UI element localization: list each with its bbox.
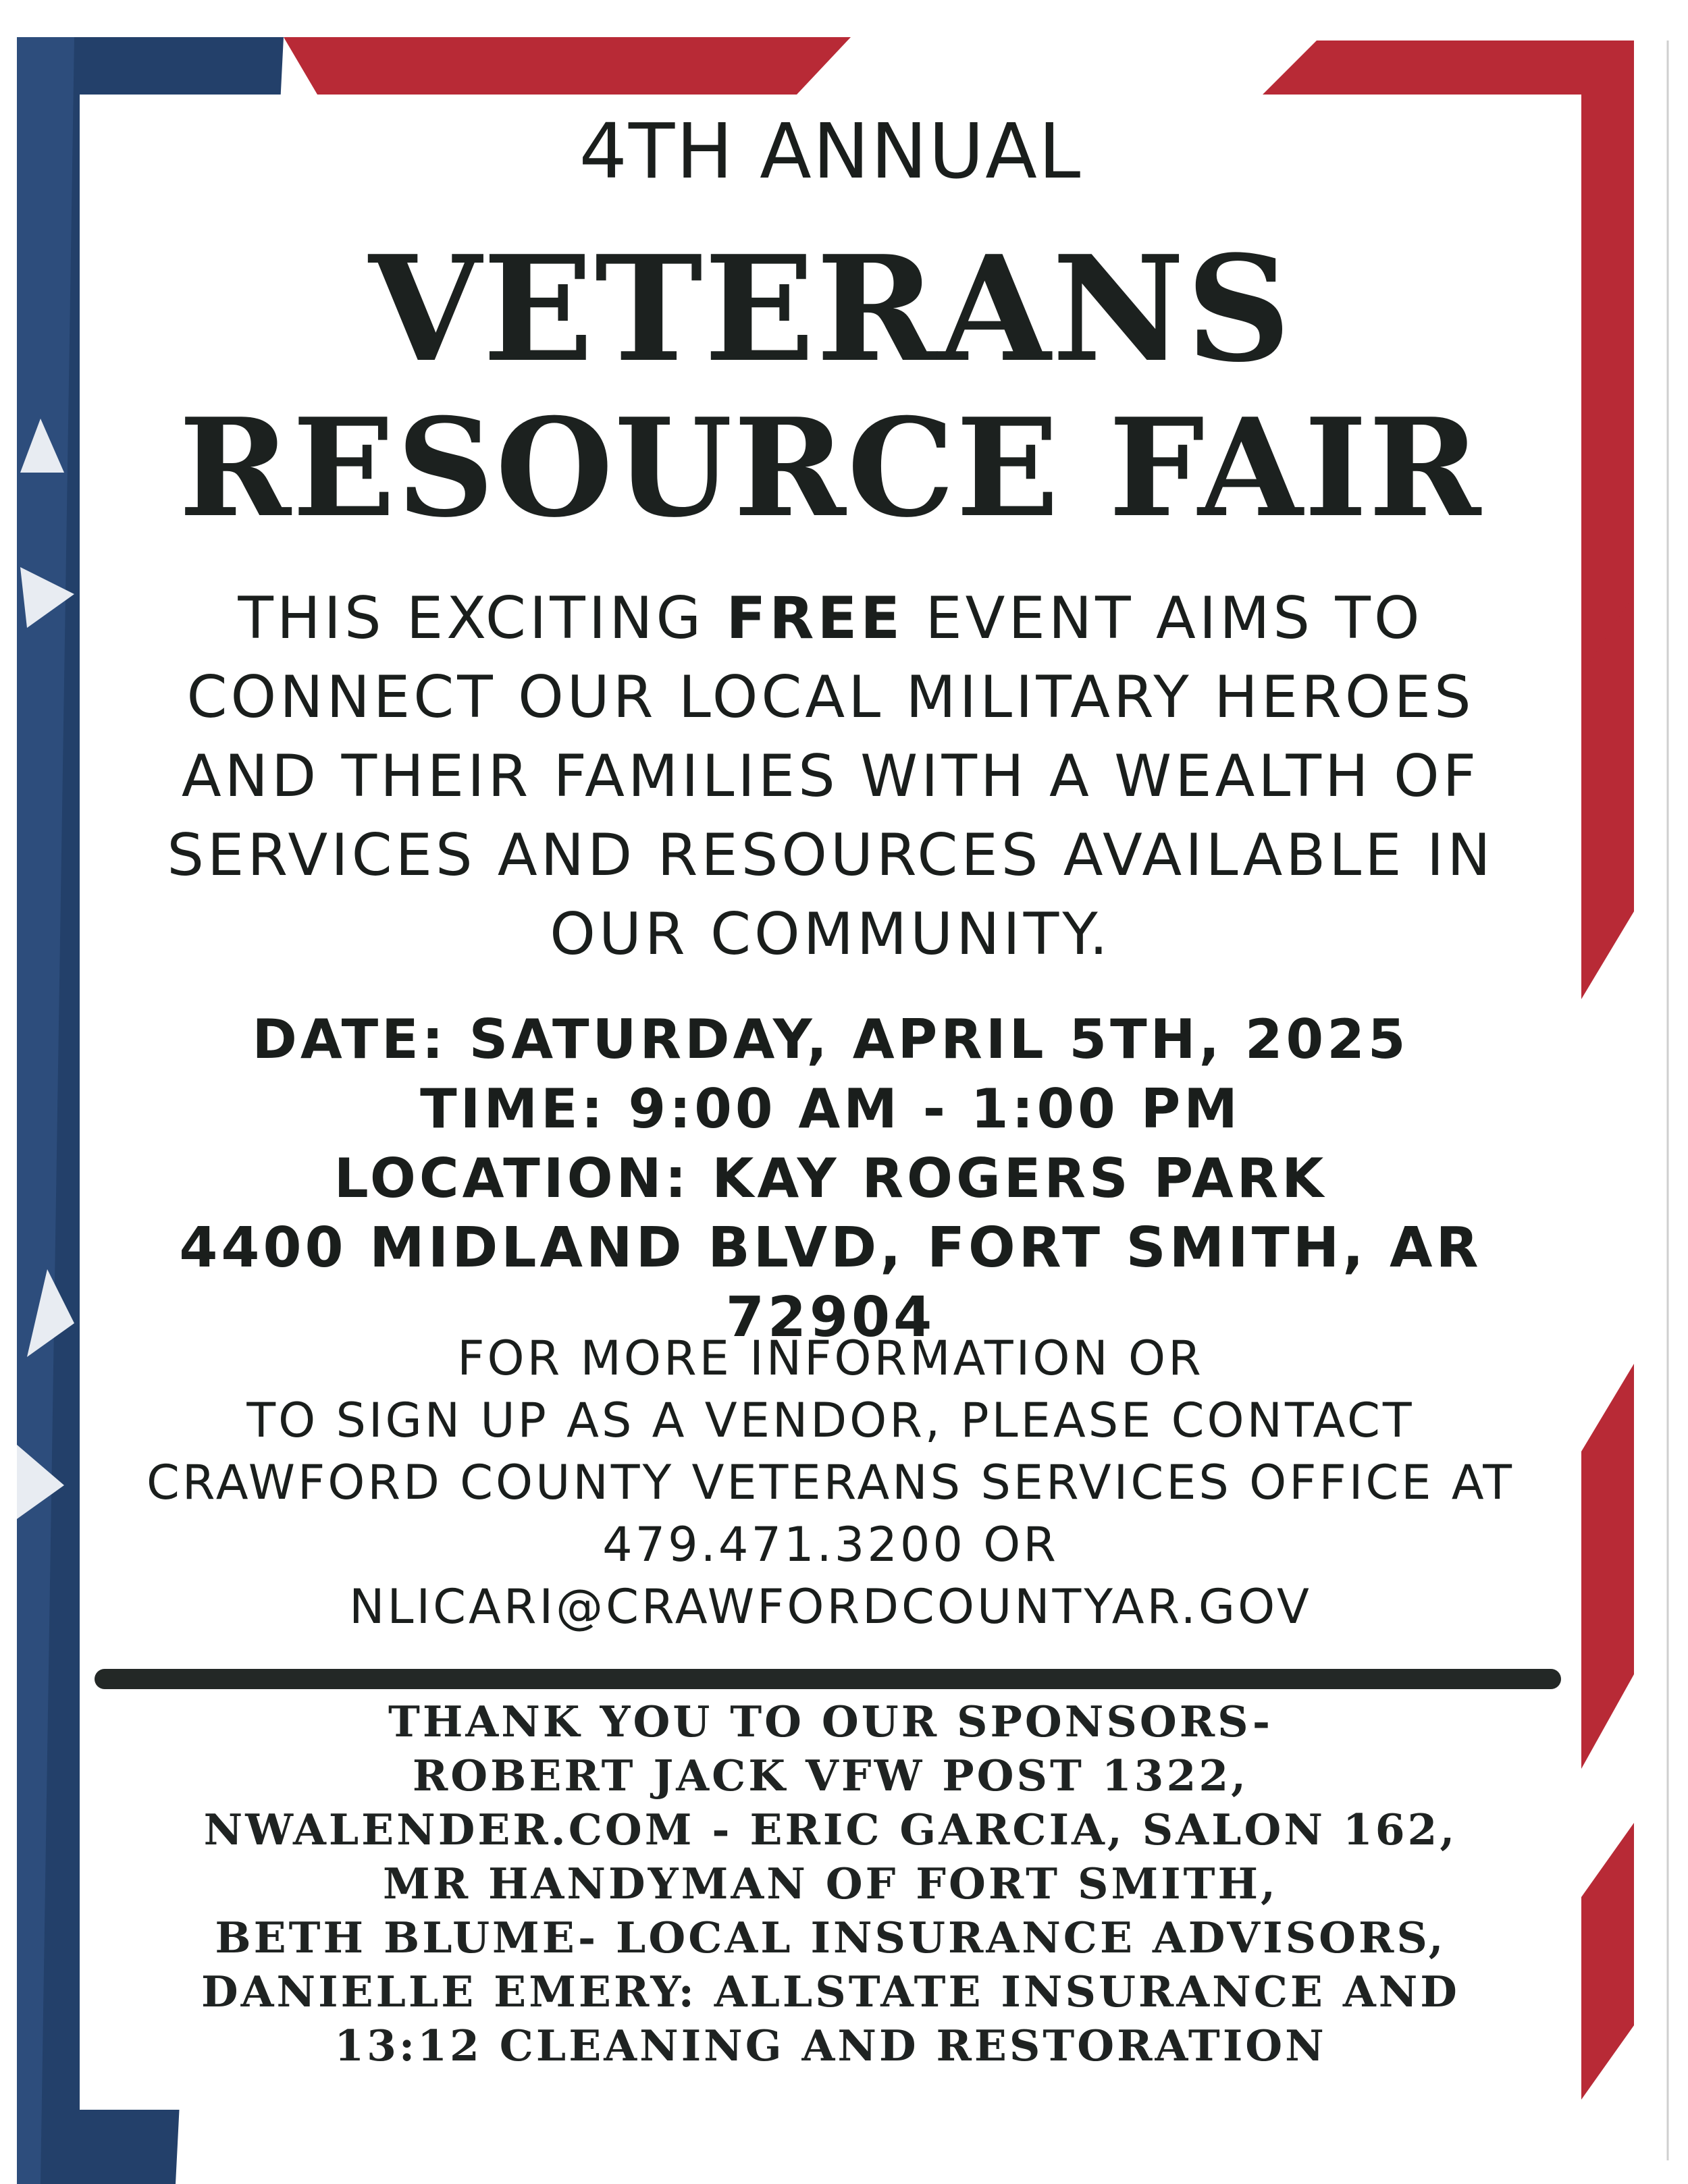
title-line-2: RESOURCE FAIR (178, 389, 1483, 548)
sponsor-line: NWALENDER.COM - ERIC GARCIA, SALON 162, (203, 1805, 1458, 1855)
description-text: THIS EXCITING (238, 585, 727, 652)
description-line-5: OUR COMMUNITY. (550, 901, 1111, 968)
sponsor-line: BETH BLUME- LOCAL INSURANCE ADVISORS, (215, 1913, 1446, 1963)
description-line-4: SERVICES AND RESOURCES AVAILABLE IN (167, 822, 1494, 889)
flyer-panel (80, 95, 1581, 2110)
contact-line-1: FOR MORE INFORMATION OR (457, 1331, 1204, 1386)
sponsors-heading: THANK YOU TO OUR SPONSORS- (388, 1697, 1273, 1747)
free-emphasis: FREE (726, 585, 903, 652)
sponsor-line: MR HANDYMAN OF FORT SMITH, (382, 1859, 1278, 1909)
flag-red-stripe (1581, 1823, 1634, 2100)
title-line-1: VETERANS (369, 223, 1292, 394)
section-divider (95, 1669, 1561, 1689)
event-date: DATE: SATURDAY, APRIL 5TH, 2025 (252, 1008, 1409, 1071)
contact-line-3: CRAWFORD COUNTY VETERANS SERVICES OFFICE AT (147, 1455, 1514, 1510)
flag-red-stripe (1581, 1364, 1634, 1769)
sponsor-line: ROBERT JACK VFW POST 1322, (412, 1751, 1249, 1801)
contact-email: NLICARI@CRAWFORDCOUNTYAR.GOV (349, 1579, 1312, 1634)
event-location: LOCATION: KAY ROGERS PARK (334, 1147, 1327, 1210)
description-text: EVENT AIMS TO (903, 585, 1423, 652)
description-line-3: AND THEIR FAMILIES WITH A WEALTH OF (181, 743, 1480, 810)
annual-label: 4TH ANNUAL (579, 108, 1082, 196)
event-description (80, 579, 1581, 974)
contact-info (80, 1327, 1581, 1638)
description-line-1 (80, 579, 1581, 658)
contact-line-2: TO SIGN UP AS A VENDOR, PLEASE CONTACT (246, 1393, 1415, 1448)
sponsor-line: DANIELLE EMERY: ALLSTATE INSURANCE AND (201, 1967, 1460, 2017)
event-time: TIME: 9:00 AM - 1:00 PM (420, 1077, 1241, 1140)
sponsor-line: 13:12 CLEANING AND RESTORATION (334, 2021, 1327, 2071)
flag-red-stripe (284, 37, 851, 95)
contact-phone: 479.471.3200 OR (602, 1517, 1059, 1572)
event-address: 4400 MIDLAND BLVD, FORT SMITH, AR 72904 (179, 1216, 1482, 1350)
description-line-2: CONNECT OUR LOCAL MILITARY HEROES (186, 664, 1475, 731)
sponsors-section (80, 1695, 1581, 2073)
event-details (80, 1005, 1581, 1352)
